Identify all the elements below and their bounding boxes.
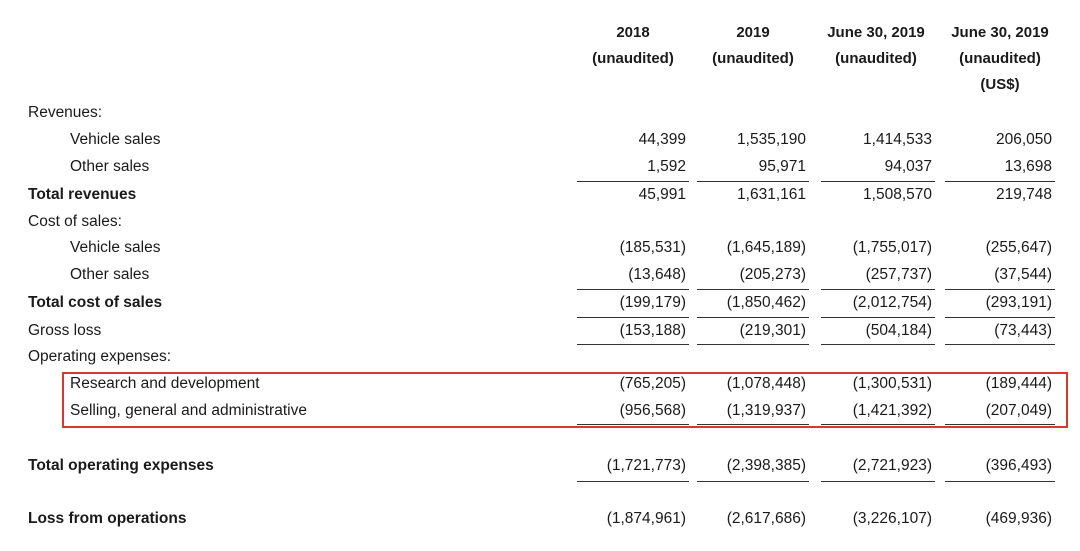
rule: [821, 424, 935, 425]
row-label-loss-from-operations: Loss from operations: [28, 510, 187, 527]
cell-value: (189,444): [985, 375, 1052, 392]
cell-value: (1,755,017): [852, 239, 932, 256]
cell-value: 95,971: [758, 158, 806, 175]
cell-value: 1,508,570: [863, 186, 932, 203]
header-line-2: (unaudited): [959, 50, 1041, 67]
rule: [697, 317, 809, 318]
rule: [697, 344, 809, 345]
rule: [945, 181, 1055, 182]
row-label-cost-of-sales: Cost of sales:: [28, 213, 122, 230]
rule: [821, 344, 935, 345]
cell-value: (504,184): [865, 322, 932, 339]
cell-value: 45,991: [638, 186, 686, 203]
cell-value: (205,273): [739, 266, 806, 283]
cell-value: (207,049): [985, 402, 1052, 419]
cell-value: 206,050: [995, 131, 1052, 148]
cell-value: (153,188): [619, 322, 686, 339]
rule: [945, 344, 1055, 345]
cell-value: 44,399: [638, 131, 686, 148]
rule: [577, 289, 689, 290]
cell-value: (1,300,531): [852, 375, 932, 392]
rule: [577, 481, 689, 482]
rule: [945, 289, 1055, 290]
cell-value: (257,737): [865, 266, 932, 283]
header-line-1: 2018: [616, 24, 650, 41]
header-line-1: June 30, 2019: [951, 24, 1049, 41]
cell-value: (2,012,754): [852, 294, 932, 311]
header-line-1: 2019: [736, 24, 770, 41]
cell-value: (73,443): [994, 322, 1052, 339]
rule: [821, 317, 935, 318]
cell-value: (2,617,686): [726, 510, 806, 527]
header-line-2: (unaudited): [712, 50, 794, 67]
rule: [821, 289, 935, 290]
column-header-june-2019: [815, 20, 937, 72]
header-line-2: (unaudited): [835, 50, 917, 67]
cell-value: (3,226,107): [852, 510, 932, 527]
cell-value: (185,531): [619, 239, 686, 256]
cell-value: (765,205): [619, 375, 686, 392]
row-label-other-sales: Other sales: [70, 158, 150, 175]
column-header-2019: [697, 20, 809, 72]
row-label-cost-vehicle-sales: Vehicle sales: [70, 239, 161, 256]
rule: [697, 481, 809, 482]
row-label-research-development: Research and development: [70, 375, 260, 392]
column-header-june-2019-usd: [939, 20, 1061, 98]
cell-value: (255,647): [985, 239, 1052, 256]
row-label-selling-general-admin: Selling, general and administrative: [70, 402, 307, 419]
cell-value: (13,648): [628, 266, 686, 283]
cell-value: (1,078,448): [726, 375, 806, 392]
rule: [577, 344, 689, 345]
rule: [697, 424, 809, 425]
header-line-1: June 30, 2019: [827, 24, 925, 41]
header-line-3: (US$): [980, 76, 1020, 93]
rule: [945, 424, 1055, 425]
cell-value: (956,568): [619, 402, 686, 419]
row-label-revenues: Revenues:: [28, 104, 103, 121]
header-line-2: (unaudited): [592, 50, 674, 67]
row-label-cost-other-sales: Other sales: [70, 266, 150, 283]
cell-value: 1,414,533: [863, 131, 932, 148]
cell-value: (1,421,392): [852, 402, 932, 419]
rule: [577, 181, 689, 182]
column-header-2018: [577, 20, 689, 72]
rule: [945, 481, 1055, 482]
cell-value: 13,698: [1004, 158, 1052, 175]
rule: [821, 181, 935, 182]
row-label-operating-expenses: Operating expenses:: [28, 348, 172, 365]
cell-value: 1,631,161: [737, 186, 806, 203]
row-label-total-cost-of-sales: Total cost of sales: [28, 294, 163, 311]
cell-value: (293,191): [985, 294, 1052, 311]
cell-value: (219,301): [739, 322, 806, 339]
cell-value: (1,721,773): [606, 457, 686, 474]
rule: [577, 317, 689, 318]
cell-value: (2,721,923): [852, 457, 932, 474]
cell-value: 1,592: [647, 158, 686, 175]
row-label-total-operating-expenses: Total operating expenses: [28, 457, 214, 474]
cell-value: (1,874,961): [606, 510, 686, 527]
row-label-total-revenues: Total revenues: [28, 186, 137, 203]
cell-value: (1,850,462): [726, 294, 806, 311]
rule: [821, 481, 935, 482]
row-label-vehicle-sales: Vehicle sales: [70, 131, 161, 148]
cell-value: 94,037: [884, 158, 932, 175]
cell-value: (1,645,189): [726, 239, 806, 256]
rule: [697, 181, 809, 182]
cell-value: 1,535,190: [737, 131, 806, 148]
row-label-gross-loss: Gross loss: [28, 322, 102, 339]
cell-value: (469,936): [985, 510, 1052, 527]
cell-value: (37,544): [994, 266, 1052, 283]
cell-value: (2,398,385): [726, 457, 806, 474]
rule: [577, 424, 689, 425]
cell-value: (199,179): [619, 294, 686, 311]
rule: [945, 317, 1055, 318]
cell-value: (1,319,937): [726, 402, 806, 419]
rule: [697, 289, 809, 290]
cell-value: 219,748: [995, 186, 1052, 203]
cell-value: (396,493): [985, 457, 1052, 474]
